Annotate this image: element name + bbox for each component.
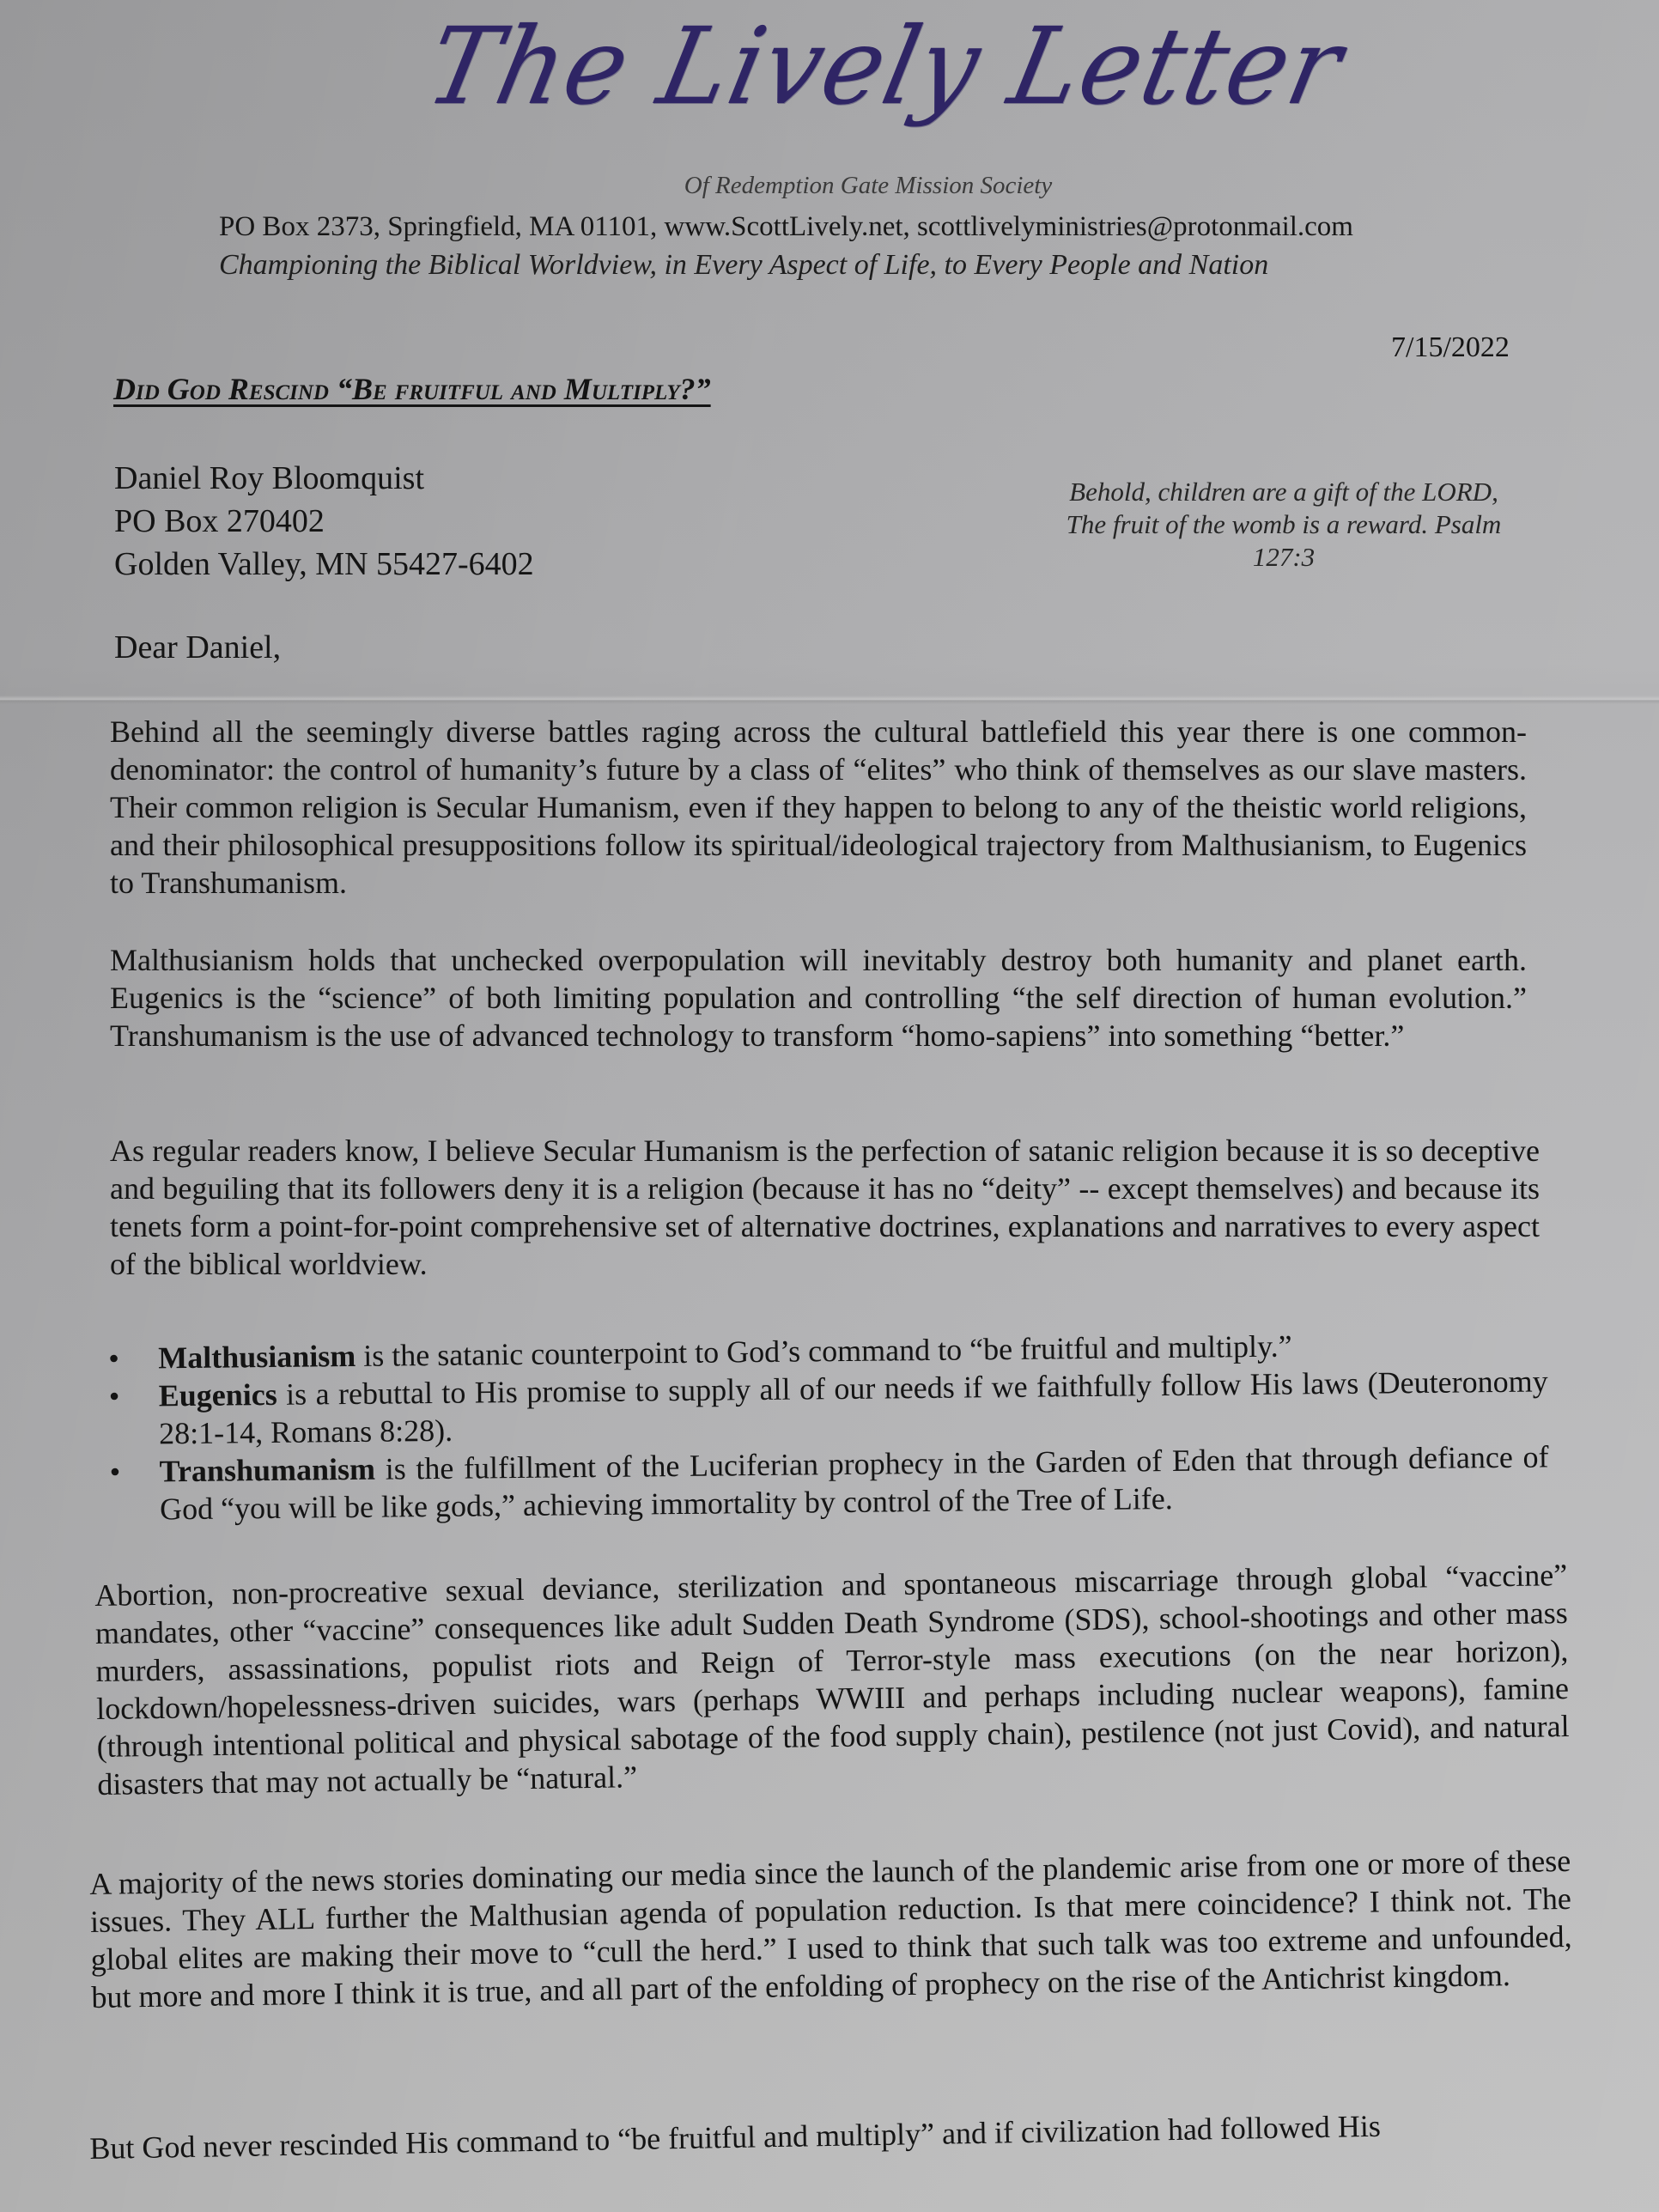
- bullet-term: Malthusianism: [158, 1338, 356, 1376]
- bullet-term: Transhumanism: [159, 1451, 376, 1489]
- bullet-icon: •: [108, 1378, 120, 1413]
- society-name: Of Redemption Gate Mission Society: [684, 172, 1053, 199]
- body-paragraph: Malthusianism holds that unchecked overpopulation will inevitably destroy both humanity and planet earth. Eugenics is the “science” of both limiting population and controlling “the self direction of human evolution.” Transhumanism is the use of advanced technology to transform “homo-sapiens” into something “better.”: [110, 943, 1527, 1053]
- bullet-term: Eugenics: [158, 1376, 277, 1413]
- bullet-item: [106, 1437, 1549, 1528]
- body-paragraph: A majority of the news stories dominating our media since the launch of the plandemic arise from one or more of these issues. They ALL further the Malthusian agenda of population reduction. Is that mere coincidence? I think not. The global elites are making their move to “cull the herd.” I used to think that such talk was too extreme and unfounded, but more and more I think it is true, and all part of the enfolding of prophecy on the rise of the Antichrist kingdom.: [89, 1843, 1572, 2014]
- masthead: [0, 3, 1659, 129]
- recipient-street: PO Box 270402: [114, 503, 325, 539]
- letter-date: 7/15/2022: [1391, 331, 1510, 363]
- recipient-city-state-zip: Golden Valley, MN 55427-6402: [114, 546, 534, 582]
- bullet-text: is the fulfillment of the Luciferian prophecy in the Garden of Eden that through defiance of God “you will be like gods,” achieving immortality by control of the Tree of Life.: [159, 1439, 1549, 1527]
- body-paragraph: As regular readers know, I believe Secular Humanism is the perfection of satanic religion because it is so deceptive and beguiling that its followers deny it is a religion (because it has no “deity” -- except themselves) and because its tenets form a point-for-point comprehensive set of alternative doctrines, explanations and narratives to every aspect of the biblical worldview.: [110, 1133, 1540, 1281]
- tagline: Championing the Biblical Worldview, in Every Aspect of Life, to Every People and Nation: [219, 249, 1269, 281]
- body-paragraph: Abortion, non-procreative sexual deviance, sterilization and spontaneous miscarriage through global “vaccine” mandates, other “vaccine” consequences like adult Sudden Death Syndrome (SDS), school-shootings and other mass murders, assassinations, populist riots and Reign of Terror-style mass executions (on the near horizon), lockdown/hopelessness-driven suicides, wars (perhaps WWIII and perhaps including nuclear weapons), famine (through intentional political and physical sabotage of the food supply chain), pestilence (not just Covid), and natural disasters that may not actually be “natural.”: [94, 1558, 1570, 1802]
- recipient-name: Daniel Roy Bloomquist: [114, 460, 424, 496]
- bullet-icon: •: [108, 1340, 120, 1376]
- letter-headline: Did God Rescind “Be fruitful and Multiply?”: [113, 372, 711, 406]
- newsletter-logo: The Lively Letter: [416, 3, 1354, 129]
- salutation: Dear Daniel,: [114, 629, 282, 665]
- bullet-text: is the satanic counterpoint to God’s command to “be fruitful and multiply.”: [356, 1328, 1292, 1373]
- bullet-text: is a rebuttal to His promise to supply all of our needs if we faithfully follow His laws (Deuteronomy 28:1-14, Romans 8:28).: [158, 1364, 1548, 1451]
- body-paragraph-continued: But God never rescinded His command to “be fruitful and multiply” and if civilization had followed His: [89, 2108, 1382, 2166]
- recipient-address: [114, 457, 534, 586]
- bullet-icon: •: [109, 1454, 121, 1489]
- body-paragraph: Behind all the seemingly diverse battles raging across the cultural battlefield this year there is one common-denominator: the control of humanity’s future by a class of “elites” who think of themselves as our slave masters. Their common religion is Secular Humanism, even if they happen to belong to any of the theistic world religions, and their philosophical presuppositions follow its spiritual/ideological trajectory from Malthusianism, to Eugenics to Transhumanism.: [110, 714, 1527, 900]
- paper-fold-crease: [0, 696, 1659, 704]
- bullet-list: [105, 1324, 1549, 1528]
- scripture-verse: Behold, children are a gift of the LORD, The fruit of the womb is a reward. Psalm 127:3: [1066, 477, 1502, 572]
- contact-line: PO Box 2373, Springfield, MA 01101, www.ScottLively.net, scottlivelyministries@protonmail.com: [219, 211, 1353, 242]
